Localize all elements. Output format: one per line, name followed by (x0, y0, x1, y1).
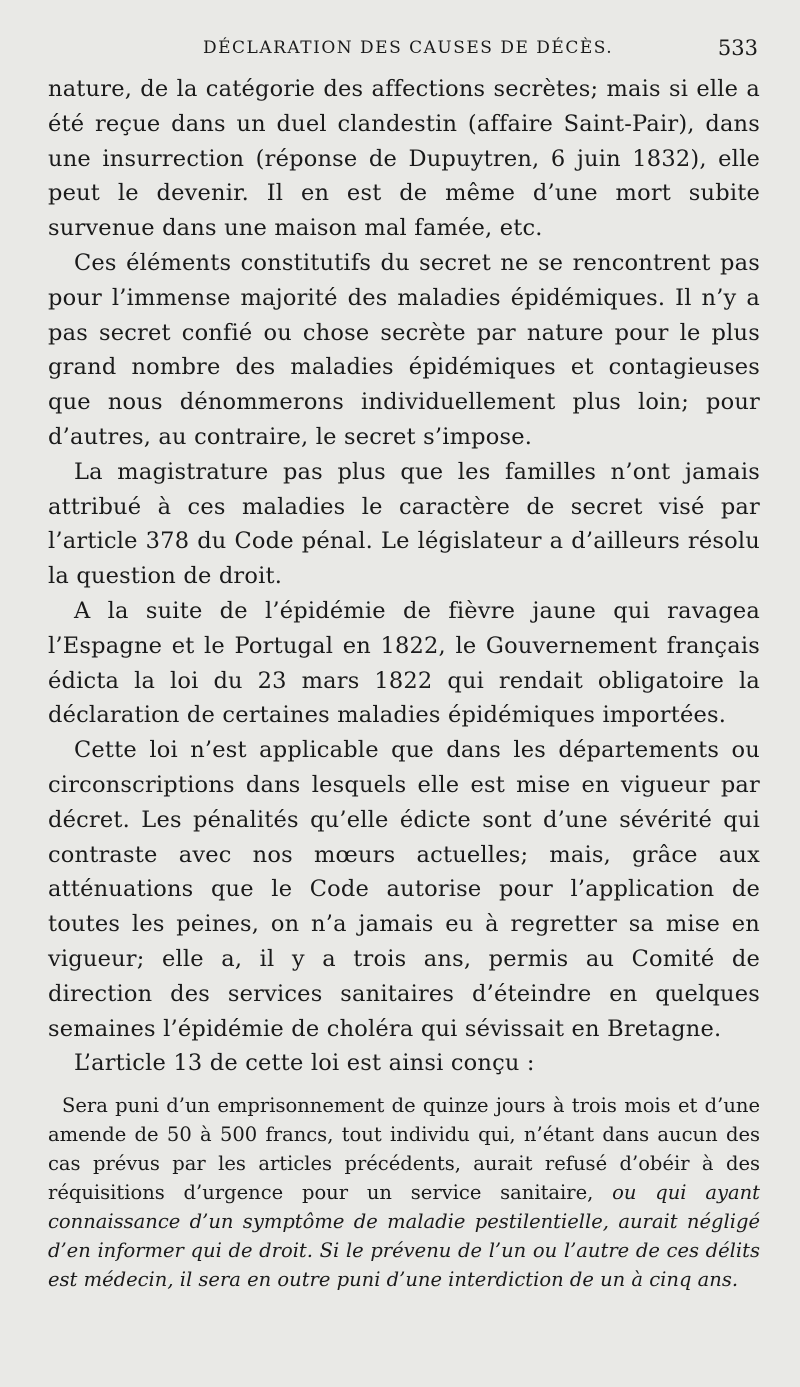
quote-paragraph (48, 1091, 760, 1294)
running-head (48, 30, 760, 70)
quote-italic-text: ou qui ayant connaissance d’un symptôme de maladie pestilentielle, aurait négligé d’en informer qui de droit. Si le prévenu de l’un ou l’autre de ces délits est médecin, il sera en outre puni d’une interdiction de un à cinq ans. (48, 1181, 760, 1292)
paragraph: La magistrature pas plus que les familles n’ont jamais attribué à ces maladies le caractère de secret visé par l’article 378 du Code pénal. Le législateur a d’ailleurs résolu la question de droit. (48, 458, 760, 590)
paragraph: Cette loi n’est applicable que dans les départements ou circonscriptions dans lesquels elle est mise en vigueur par décret. Les pénalités qu’elle édicte sont d’une sévérité qui contraste avec nos mœurs actuelles; mais, grâce aux atténuations que le Code autorise pour l’application de toutes les peines, on n’a jamais eu à regretter sa mise en vigueur; elle a, il y a trois ans, permis au Comité de direction des services sanitaires d’éteindre en quelques semaines l’épidémie de choléra qui sévissait en Bretagne. (48, 737, 760, 1042)
law-article-quote (48, 1091, 760, 1294)
page-number: 533 (717, 36, 758, 60)
paragraph: L’article 13 de cette loi est ainsi conçu : (74, 1050, 535, 1077)
paragraph: Ces éléments constitutifs du secret ne se rencontrent pas pour l’immense majorité des maladies épidémiques. Il n’y a pas secret confié ou chose secrète par nature pour le plus grand nombre des maladies épidémiques et contagieuses que nous dénommerons individuellement plus loin; pour d’autres, au contraire, le secret s’impose. (48, 249, 760, 450)
quote-roman-text: Sera puni d’un emprisonnement de quinze jours à trois mois et d’une amende de 50 à 500 francs, tout individu qui, n’étant dans aucun des cas prévus par les articles précédents, aurait refusé d’obéir à des réquisitions d’urgence pour un service sanitaire, (48, 1094, 760, 1205)
body-text (48, 72, 760, 1081)
running-head-title: DÉCLARATION DES CAUSES DE DÉCÈS. (203, 38, 614, 58)
paragraph: A la suite de l’épidémie de fièvre jaune qui ravagea l’Espagne et le Portugal en 1822, le Gouvernement français édicta la loi du 23 mars 1822 qui rendait obligatoire la déclaration de certaines maladies épidémiques importées. (48, 597, 760, 729)
paragraph-continued: nature, de la catégorie des affections secrètes; mais si elle a été reçue dans un duel clandestin (affaire Saint-Pair), dans une insurrection (réponse de Dupuytren, 6 juin 1832), elle peut le devenir. Il en est de même d’une mort subite survenue dans une maison mal famée, etc. (48, 76, 760, 242)
